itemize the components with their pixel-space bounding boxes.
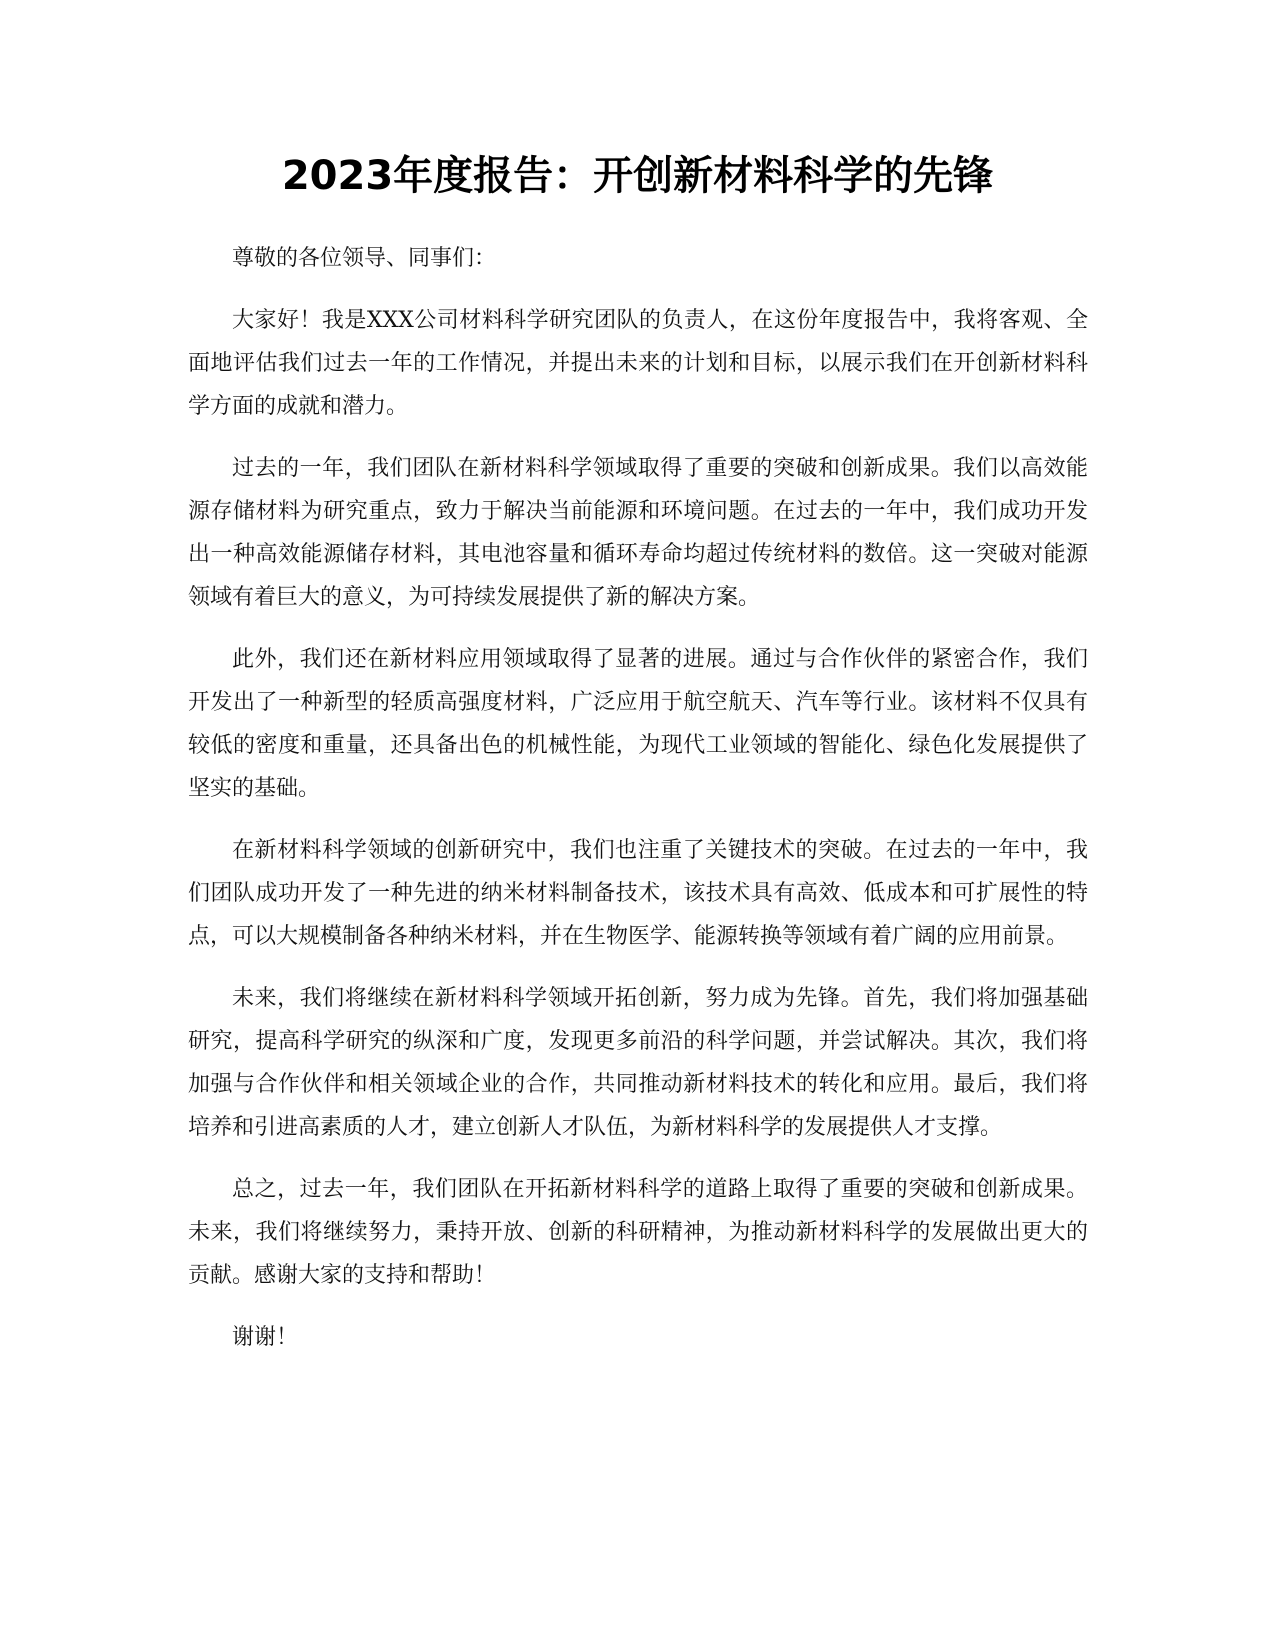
- paragraph-intro: 大家好！我是XXX公司材料科学研究团队的负责人，在这份年度报告中，我将客观、全面地评估我们过去一年的工作情况，并提出未来的计划和目标，以展示我们在开创新材料科学方面的成就和潜力。: [188, 308, 1088, 419]
- paragraph-lightweight-material: 此外，我们还在新材料应用领域取得了显著的进展。通过与合作伙伴的紧密合作，我们开发出了一种新型的轻质高强度材料，广泛应用于航空航天、汽车等行业。该材料不仅具有较低的密度和重量，还具备出色的机械性能，为现代工业领域的智能化、绿色化发展提供了坚实的基础。: [188, 647, 1088, 801]
- paragraph-nanomaterial-tech: 在新材料科学领域的创新研究中，我们也注重了关键技术的突破。在过去的一年中，我们团队成功开发了一种先进的纳米材料制备技术，该技术具有高效、低成本和可扩展性的特点，可以大规模制备各种纳米材料，并在生物医学、能源转换等领域有着广阔的应用前景。: [188, 838, 1088, 949]
- document-body: [188, 237, 1088, 1378]
- salutation: 尊敬的各位领导、同事们：: [232, 246, 497, 271]
- paragraph-future-plans: 未来，我们将继续在新材料科学领域开拓创新，努力成为先锋。首先，我们将加强基础研究，提高科学研究的纵深和广度，发现更多前沿的科学问题，并尝试解决。其次，我们将加强与合作伙伴和相关领域企业的合作，共同推动新材料技术的转化和应用。最后，我们将培养和引进高素质的人才，建立创新人才队伍，为新材料科学的发展提供人才支撑。: [188, 986, 1088, 1140]
- document-title: 2023年度报告：开创新材料科学的先锋: [281, 153, 994, 199]
- closing: 谢谢！: [232, 1325, 299, 1350]
- paragraph-conclusion: 总之，过去一年，我们团队在开拓新材料科学的道路上取得了重要的突破和创新成果。未来，我们将继续努力，秉持开放、创新的科研精神，为推动新材料科学的发展做出更大的贡献。感谢大家的支持和帮助！: [188, 1177, 1088, 1288]
- paragraph-energy-storage: 过去的一年，我们团队在新材料科学领域取得了重要的突破和创新成果。我们以高效能源存储材料为研究重点，致力于解决当前能源和环境问题。在过去的一年中，我们成功开发出一种高效能源储存材料，其电池容量和循环寿命均超过传统材料的数倍。这一突破对能源领域有着巨大的意义，为可持续发展提供了新的解决方案。: [188, 456, 1088, 610]
